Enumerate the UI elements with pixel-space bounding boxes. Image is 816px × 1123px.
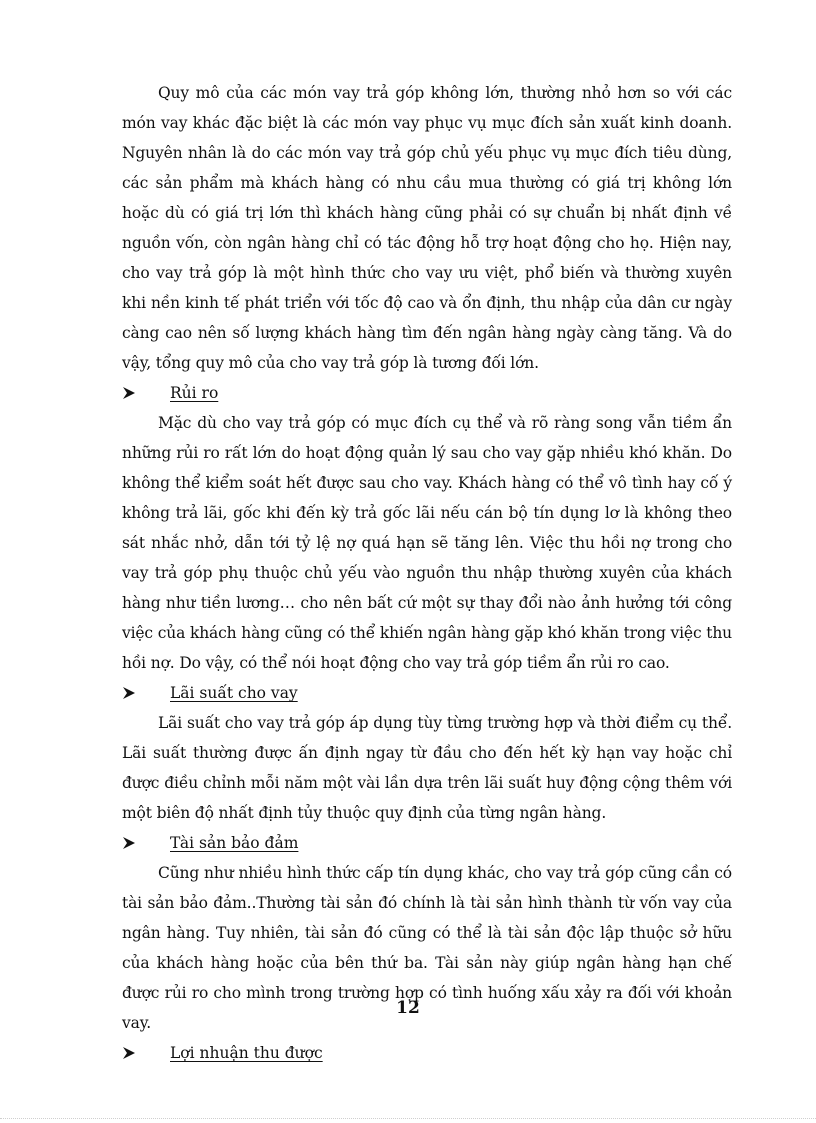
section-heading-label: Tài sản bảo đảm [170, 834, 299, 852]
risk-paragraph: Mặc dù cho vay trả góp có mục đích cụ thể và rõ ràng song vẫn tiềm ẩn những rủi ro rất lớn do hoạt động quản lý sau cho vay gặp nhiều khó khăn. Do không thể kiểm soát hết được sau cho vay. Khách hàng có thể vô tình hay cố ý không trả lãi, gốc khi đến kỳ trả gốc lãi nếu cán bộ tín dụng lơ là không theo sát nhắc nhở, dẫn tới tỷ lệ nợ quá hạn sẽ tăng lên. Việc thu hồi nợ trong cho vay trả góp phụ thuộc chủ yếu vào nguồn thu nhập thường xuyên của khách hàng như tiền lương… cho nên bất cứ một sự thay đổi nào ảnh hưởng tới công việc của khách hàng cũng có thể khiến ngân hàng gặp khó khăn trong việc thu hồi nợ. Do vậy, có thể nói hoạt động cho vay trả góp tiềm ẩn rủi ro cao. [122, 414, 732, 672]
intro-paragraph: Quy mô của các món vay trả góp không lớn, thường nhỏ hơn so với các món vay khác đặc biệt là các món vay phục vụ mục đích sản xuất kinh doanh. Nguyên nhân là do các món vay trả góp chủ yếu phục vụ mục đích tiêu dùng, các sản phẩm mà khách hàng có nhu cầu mua thường có giá trị không lớn hoặc dù có giá trị lớn thì khách hàng cũng phải có sự chuẩn bị nhất định về nguồn vốn, còn ngân hàng chỉ có tác động hỗ trợ hoạt động cho họ. Hiện nay, cho vay trả góp là một hình thức cho vay ưu việt, phổ biến và thường xuyên khi nền kinh tế phát triển với tốc độ cao và ổn định, thu nhập của dân cư ngày càng cao nên số lượng khách hàng tìm đến ngân hàng ngày càng tăng. Và do vậy, tổng quy mô của cho vay trả góp là tương đối lớn. [122, 84, 732, 372]
section-heading-label: Rủi ro [170, 384, 219, 402]
section-heading-collateral [122, 828, 732, 858]
section-heading-label: Lợi nhuận thu được [170, 1044, 323, 1062]
arrowhead-bullet-icon [122, 386, 136, 400]
page-number: 12 [396, 998, 420, 1018]
arrowhead-bullet-icon [122, 836, 136, 850]
interest-rate-paragraph: Lãi suất cho vay trả góp áp dụng tùy từng trường hợp và thời điểm cụ thể. Lãi suất thường được ấn định ngay từ đầu cho đến hết kỳ hạn vay hoặc chỉ được điều chỉnh mỗi năm một vài lần dựa trên lãi suất huy động cộng thêm với một biên độ nhất định tủy thuộc quy định của từng ngân hàng. [122, 714, 732, 822]
page-bottom-divider [0, 1118, 816, 1119]
arrowhead-bullet-icon [122, 1046, 136, 1060]
document-page [122, 78, 732, 1068]
section-heading-profit [122, 1038, 732, 1068]
section-heading-interest-rate [122, 678, 732, 708]
section-heading-label: Lãi suất cho vay [170, 684, 298, 702]
collateral-paragraph: Cũng như nhiều hình thức cấp tín dụng khác, cho vay trả góp cũng cần có tài sản bảo đảm..Thường tài sản đó chính là tài sản hình thành từ vốn vay của ngân hàng. Tuy nhiên, tài sản đó cũng có thể là tài sản độc lập thuộc sở hữu của khách hàng hoặc của bên thứ ba. Tài sản này giúp ngân hàng hạn chế được rủi ro cho mình trong trường hợp có tình huống xấu xảy ra đối với khoản vay. [122, 864, 732, 1032]
arrowhead-bullet-icon [122, 686, 136, 700]
section-heading-risk [122, 378, 732, 408]
